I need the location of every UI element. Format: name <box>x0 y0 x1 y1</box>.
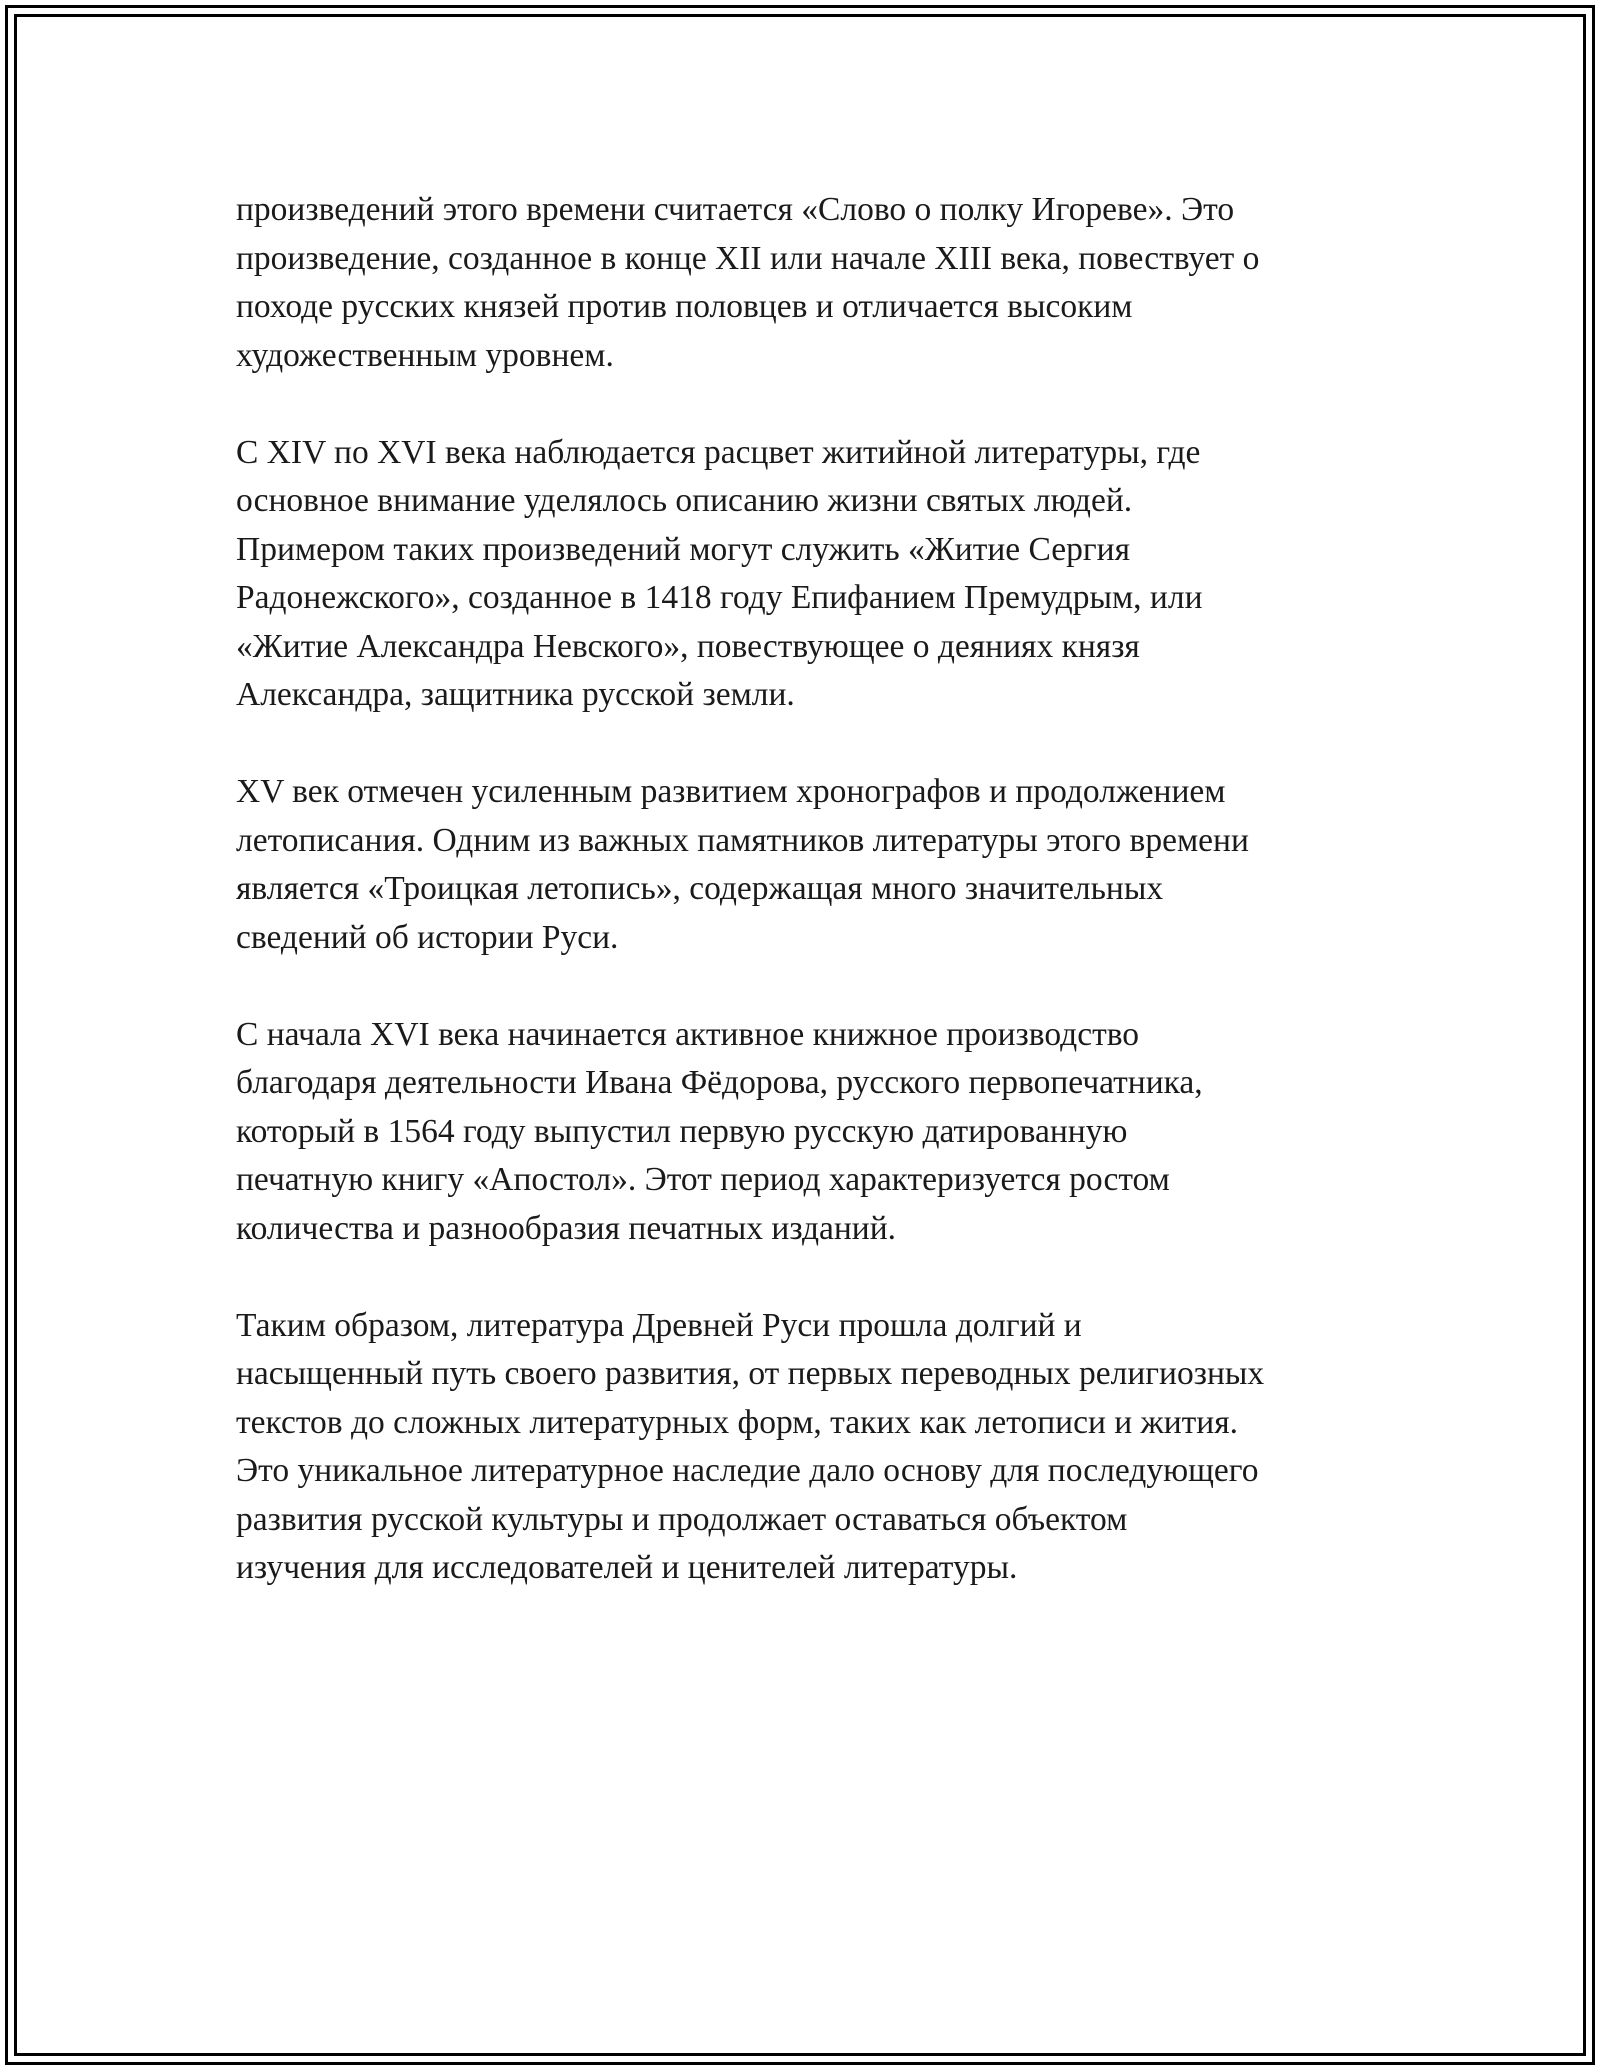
text-line: летописания. Одним из важных памятников литературы этого времени <box>236 821 1249 859</box>
text-line: насыщенный путь своего развития, от первых переводных религиозных <box>236 1355 1265 1392</box>
text-line: благодаря деятельности Ивана Фёдорова, русского первопечатника, <box>236 1064 1203 1101</box>
text-line: сведений об истории Руси. <box>236 918 619 956</box>
text-line: развития русской культуры и продолжает оставаться объектом <box>236 1500 1128 1538</box>
text-line: XV век отмечен усиленным развитием хронографов и продолжением <box>236 773 1226 810</box>
paragraph-4 <box>236 1011 1376 1254</box>
text-line: «Житие Александра Невского», повествующее о деяниях князя <box>236 627 1140 665</box>
text-line: произведение, созданное в конце XII или начале XIII века, повествует о <box>236 239 1260 277</box>
text-line: художественным уровнем. <box>236 336 614 374</box>
text-line: С XIV по XVI века наблюдается расцвет житийной литературы, где <box>236 433 1201 471</box>
text-line: произведений этого времени считается «Слово о полку Игореве». Это <box>236 191 1235 228</box>
paragraph-5 <box>236 1302 1376 1593</box>
paragraph-3 <box>236 768 1376 962</box>
text-line: основное внимание уделялось описанию жизни святых людей. <box>236 482 1133 519</box>
text-line: С начала XVI века начинается активное книжное производство <box>236 1015 1140 1053</box>
text-line: является «Троицкая летопись», содержащая много значительных <box>236 870 1164 907</box>
text-line: который в 1564 году выпустил первую русскую датированную <box>236 1112 1128 1150</box>
paragraph-2 <box>236 429 1376 720</box>
text-line: изучения для исследователей и ценителей литературы. <box>236 1549 1018 1586</box>
text-line: Александра, защитника русской земли. <box>236 676 795 713</box>
text-line: количества и разнообразия печатных изданий. <box>236 1209 897 1247</box>
text-line: походе русских князей против половцев и отличается высоким <box>236 288 1133 325</box>
text-line: Таким образом, литература Древней Руси прошла долгий и <box>236 1306 1082 1344</box>
paragraph-1 <box>236 186 1376 380</box>
document-body <box>236 186 1376 1641</box>
text-line: Примером таких произведений могут служить «Житие Сергия <box>236 530 1130 568</box>
text-line: Радонежского», созданное в 1418 году Епифанием Премудрым, или <box>236 579 1203 616</box>
text-line: Это уникальное литературное наследие дало основу для последующего <box>236 1452 1259 1489</box>
text-line: печатную книгу «Апостол». Этот период характеризуется ростом <box>236 1161 1170 1198</box>
text-line: текстов до сложных литературных форм, таких как летописи и жития. <box>236 1403 1238 1441</box>
